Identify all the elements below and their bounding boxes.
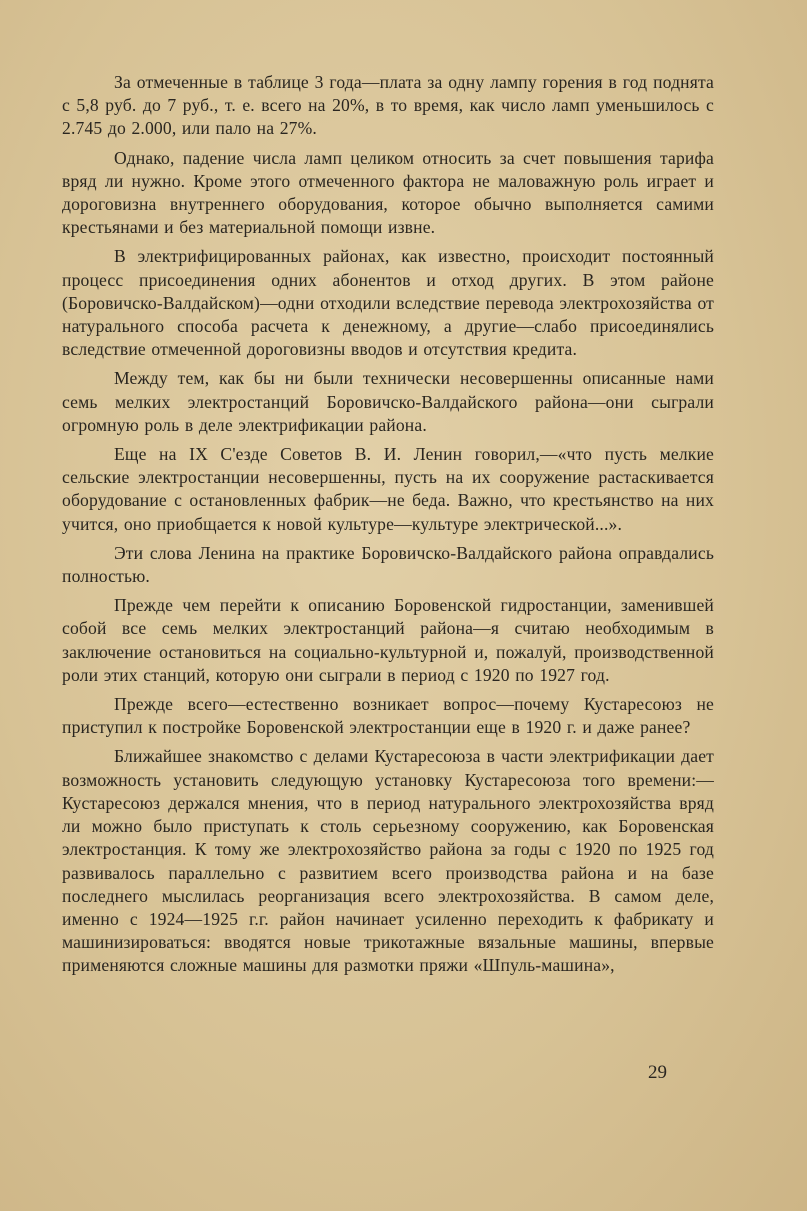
paragraph-6: Эти слова Ленина на практике Боровичско-Валдайского района оправдались полностью. [62, 542, 714, 587]
paragraph-4: Между тем, как бы ни были технически несовершенны описанные нами семь мелких электростанций Боровичско-Валдайского района—они сыграли огромную роль в деле электрификации района. [62, 368, 714, 435]
paragraph-9: Ближайшее знакомство с делами Кустаресоюза в части электрификации дает возможность установить следующую установку Кустаресоюза того времени:—Кустаресоюз держался мнения, что в период натурального электрохозяйства вряд ли можно было приступать к столь серьезному сооружению, как Боровенская электростанция. К тому же электрохозяйство района за годы с 1920 по 1925 год развивалось параллельно с развитием всего производства района и на базе последнего мыслилась реорганизация всего электрохозяйства. В самом деле, именно с 1924—1925 г.г. район начинает усиленно переходить к фабрикату и машинизироваться: вводятся новые трикотажные вязальные машины, впервые применяются сложные машины для размотки пряжи «Шпуль-машина», [62, 746, 714, 976]
paragraph-3: В электрифицированных районах, как известно, происходит постоянный процесс присоединения одних абонентов и отход других. В этом районе (Боровичско-Валдайском)—одни отходили вследствие перевода электрохозяйства от натурального способа расчета к денежному, а другие—слабо присоединялись вследствие отмеченной дороговизны вводов и отсутствия кредита. [62, 246, 714, 360]
paragraph-5: Еще на IX С'езде Советов В. И. Ленин говорил,—«что пусть мелкие сельские электростанции несовершенны, пусть на их сооружение растаскивается оборудование с остановленных фабрик—не беда. Важно, что крестьянство на них учится, оно приобщается к новой культуре—культуре электрической...». [62, 444, 714, 534]
page-body [62, 71, 714, 984]
page-number: 29 [648, 1062, 667, 1083]
paragraph-2: Однако, падение числа ламп целиком относить за счет повышения тарифа вряд ли нужно. Кроме этого отмеченного фактора не маловажную роль играет и дороговизна внутреннего оборудования, которое обычно выполняется самими крестьянами и без материальной помощи извне. [62, 147, 714, 238]
paragraph-8: Прежде всего—естественно возникает вопрос—почему Кустаресоюз не приступил к постройке Боровенской электростанции еще в 1920 г. и даже ранее? [62, 694, 714, 738]
paragraph-1: За отмеченные в таблице 3 года—плата за одну лампу горения в год поднята с 5,8 руб. до 7 руб., т. е. всего на 20%, в то время, как число ламп уменьшилось с 2.745 до 2.000, или пало на 27%. [62, 72, 714, 139]
paragraph-7: Прежде чем перейти к описанию Боровенской гидростанции, заменившей собой все семь мелких электростанций района—я считаю необходимым в заключение остановиться на социально-культурной и, пожалуй, производственной роли этих станций, которую они сыграли в период с 1920 по 1927 год. [62, 595, 714, 685]
